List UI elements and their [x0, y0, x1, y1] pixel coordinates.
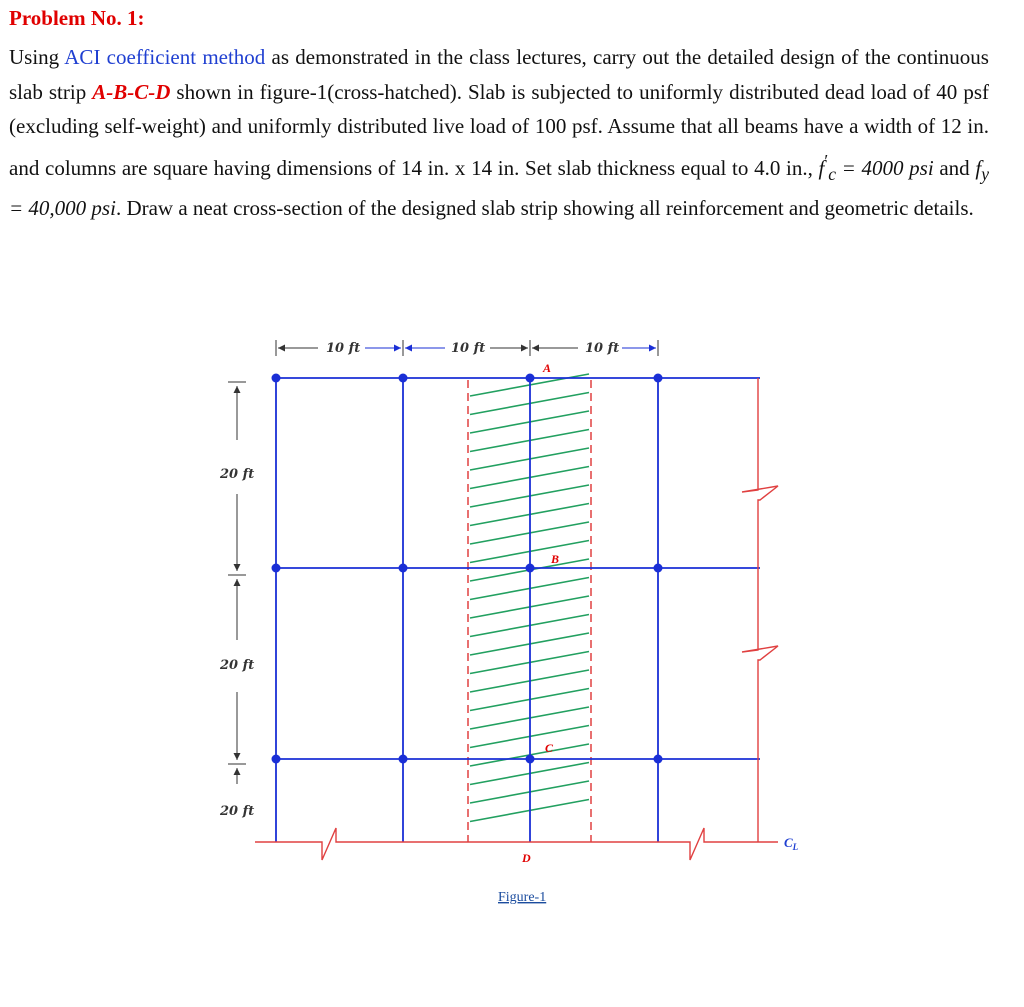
fc-value: = 4000 psi: [835, 155, 934, 180]
left-dim-1: 20 ft: [220, 467, 255, 482]
aci-method-link[interactable]: ACI coefficient method: [64, 45, 266, 69]
figure-caption: Figure-1: [498, 890, 547, 905]
point-c-label: C: [545, 741, 554, 755]
left-dim-3: 20 ft: [220, 804, 255, 819]
centerline-label: $C_L$: [784, 835, 799, 852]
beam-grid: [276, 378, 760, 842]
top-dim-1: 10 ft: [326, 341, 361, 356]
fy-symbol: $f_y$: [975, 155, 989, 184]
top-dim-3: 10 ft: [585, 341, 620, 356]
problem-title: Problem No. 1:: [9, 6, 145, 30]
left-dim-2: 20 ft: [220, 658, 255, 673]
break-lines: [255, 378, 778, 860]
point-a-label: A: [543, 361, 552, 375]
point-b-label: B: [551, 552, 560, 566]
point-d-label: D: [522, 851, 531, 865]
strip-label: A-B-C-D: [92, 79, 171, 104]
top-dim-2: 10 ft: [451, 341, 486, 356]
fy-value: = 40,000 psi: [9, 196, 116, 221]
problem-statement: Using ACI coefficient method as demonstrated in the class lectures, carry out the detailed design of the continuous slab strip A-B-C-D shown in figure-1(cross-hatched). Slab is subjected to uniformly distributed dead load of 40 psf (excluding self-weight) and uniformly distributed live load of 100 psf. Assume that all beams have a width of 12 in. and columns are square having dimensions of 14 in. x 14 in. Set slab thickness equal to 4.0 in., $f'_c = 4000$ psi and $f_y = 40,000$ psi. Draw a neat cross-section of the designed slab strip showing all reinforcement and geometric details.: [9, 45, 989, 221]
fc-symbol: $f'_c$: [818, 150, 836, 184]
left-dimension: [228, 382, 246, 784]
